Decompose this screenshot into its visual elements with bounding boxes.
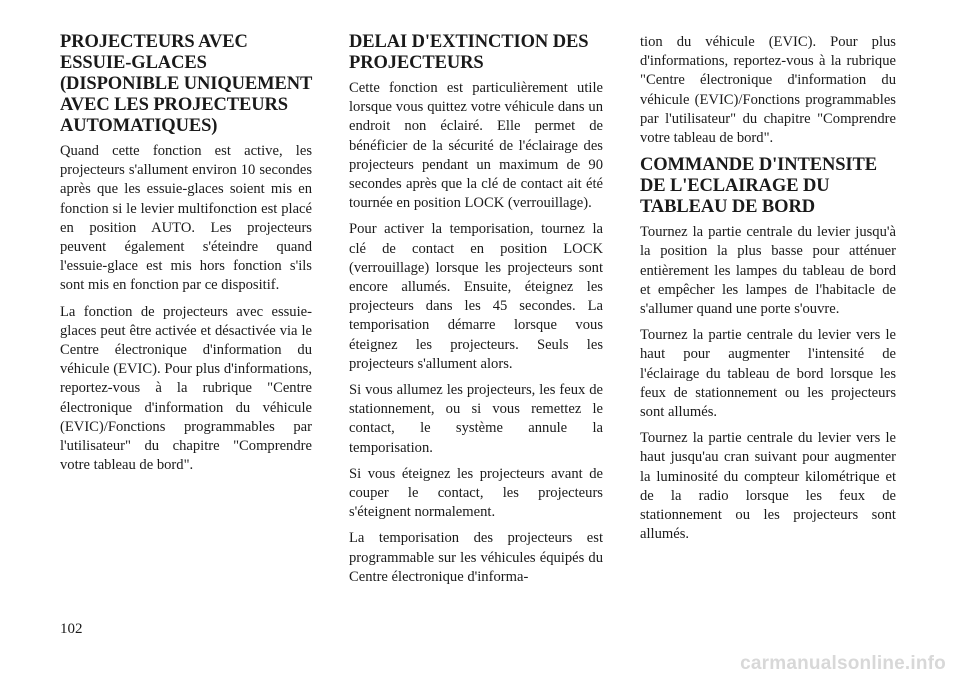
watermark: carmanualsonline.info [740, 653, 946, 674]
paragraph: Si vous allumez les projecteurs, les feux de stationnement, ou si vous remettez le contact, le système annule la temporisation. [349, 382, 603, 456]
column-left [60, 32, 312, 482]
paragraph: Tournez la partie centrale du levier jusqu'à la position la plus basse pour atténuer entièrement les lampes du tableau de bord et empêcher les lampes de l'habitacle de s'allumer quand une porte s'ouvre. [640, 224, 896, 318]
paragraph: La temporisation des projecteurs est programmable sur les véhicules équipés du Centre électronique d'informa- [349, 530, 603, 585]
column-right [640, 33, 896, 551]
paragraph: Tournez la partie centrale du levier vers le haut pour augmenter l'intensité de l'éclairage du tableau de bord lorsque les feux de stationnement ou les projecteurs sont allumés. [640, 327, 896, 421]
page-number: 102 [60, 621, 83, 637]
column-middle [349, 32, 603, 594]
paragraph: Cette fonction est particulièrement utile lorsque vous quittez votre véhicule dans un endroit non éclairé. Elle permet de bénéficier de la sécurité de l'éclairage des projecteurs pendant un maximum de 90 secondes après que la clé de contact ait été tournée en position LOCK (verrouillage). [349, 80, 603, 212]
paragraph: Si vous éteignez les projecteurs avant de couper le contact, les projecteurs s'éteignent normalement. [349, 465, 603, 521]
section-heading-wiper-headlights: PROJECTEURS AVEC ESSUIE-GLACES (DISPONIBLE UNIQUEMENT AVEC LES PROJECTEURS AUTOMATIQUES) [60, 32, 312, 136]
section-heading-headlight-delay: DELAI D'EXTINCTION DES PROJECTEURS [349, 32, 589, 73]
paragraph: La fonction de projecteurs avec essuie-glaces peut être activée et désactivée via le Centre électronique d'information du véhicule (EVIC). Pour plus d'informations, reportez-vous à la rubrique "Centre électronique d'information du véhicule (EVIC)/Fonctions programmables par l'utilisateur" du chapitre "Comprendre votre tableau de bord". [60, 303, 312, 474]
paragraph-continuation: tion du véhicule (EVIC). Pour plus d'informations, reportez-vous à la rubrique "Centre électronique d'information du véhicule (EVIC)/Fonctions programmables par l'utilisateur" du chapitre "Comprendre votre tableau de bord". [640, 34, 896, 147]
section-heading-dimmer-control: COMMANDE D'INTENSITE DE L'ECLAIRAGE DU TABLEAU DE BORD [640, 155, 877, 218]
paragraph: Pour activer la temporisation, tournez la clé de contact en position LOCK (verrouillage) lorsque les projecteurs sont encore allumés. Ensuite, éteignez les projecteurs dans les 45 secondes. La temporisation démarre lorsque vous éteignez les projecteurs. Seuls les projecteurs s'allument alors. [349, 221, 603, 372]
paragraph: Tournez la partie centrale du levier vers le haut jusqu'au cran suivant pour augmenter la luminosité du compteur kilométrique et de la radio lorsque les feux de stationnement ou les projecteurs sont allumés. [640, 430, 896, 543]
paragraph: Quand cette fonction est active, les projecteurs s'allument environ 10 secondes après que les essuie-glaces soient mis en fonction si le levier multifonction est placé en position AUTO. Les projecteurs peuvent également s'éteindre quand l'essuie-glace est mis hors fonction s'ils sont mis en fonction par ce dispositif. [60, 143, 312, 294]
